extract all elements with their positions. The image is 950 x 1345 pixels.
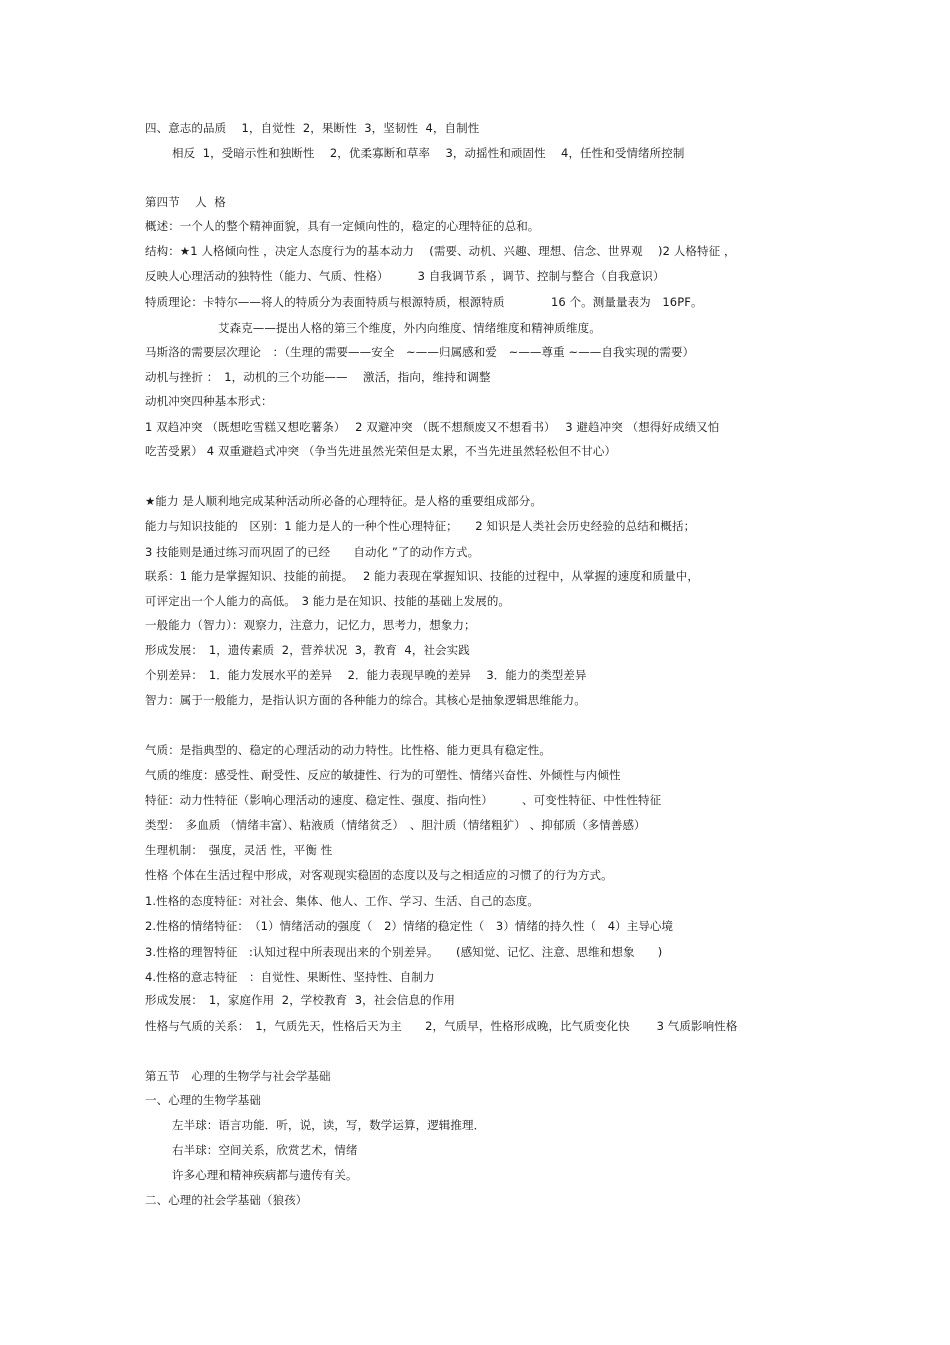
general-ability-line: 一般能力（智力）：观察力，注意力，记忆力，思考力，想象力； [145,618,476,632]
trait-theory-line: 特质理论：卡特尔——将人的特质分为表面特质与根源特质，根源特质 16 个。测量量表为 16PF。 [145,295,703,309]
motive-conflict-heading: 动机冲突四种基本形式： [145,394,273,408]
temperament-dimension-line: 气质的维度：感受性、耐受性、反应的敏捷性、行为的可塑性、情绪兴奋性、外倾性与内倾性 [145,768,621,782]
conflict-types-line: 1 双趋冲突 （既想吃雪糕又想吃薯条） 2 双避冲突 （既不想颓废又不想看书） 3 避趋冲突 （想得好成绩又怕 [145,420,720,434]
temperament-definition-line: 气质：是指典型的、稳定的心理活动的动力特性。比性格、能力更具有稳定性。 [145,743,551,757]
character-intellect-line: 3.性格的理智特征 :认知过程中所表现出来的个别差异。 (感知觉、记忆、注意、思维和想象 ) [145,945,663,959]
character-temperament-relation-line: 性格与气质的关系： 1，气质先天，性格后天为主 2，气质早，性格形成晚，比气质变化快 3 气质影响性格 [145,1019,738,1033]
character-attitude-line: 1.性格的态度特征：对社会、集体、他人、工作、学习、生活、自己的态度。 [145,894,539,908]
left-hemisphere-line: 左半球：语言功能．听，说，读，写，数学运算，逻辑推理． [172,1118,486,1132]
heredity-line: 许多心理和精神疾病都与遗传有关。 [172,1168,358,1182]
physiological-mechanism-line: 生理机制： 强度，灵活 性，平衡 性 [145,843,333,857]
maslow-line: 马斯洛的需要层次理论 ：（生理的需要——安全 ~——归属感和爱 ~——尊重 ~——自我实现的需要） [145,345,695,359]
temperament-feature-line: 特征：动力性特征（影响心理活动的速度、稳定性、强度、指向性） 、可变性特征、中性性特征 [145,793,662,807]
section-4-heading: 第四节 人 格 [145,195,226,209]
ability-difference-line: 能力与知识技能的 区别：1 能力是人的一种个性心理特征； 2 知识是人类社会历史经验的总结和概括； [145,519,696,533]
overview-line: 概述：一个人的整个精神面貌，具有一定倾向性的，稳定的心理特征的总和。 [145,219,540,233]
section-5-heading: 第五节 心理的生物学与社会学基础 [145,1069,331,1083]
temperament-type-line: 类型： 多血质 （情绪丰富）、粘液质（情绪贫乏） 、胆汁质（情绪粗犷） 、抑郁质（多情善感） [145,818,646,832]
structure-line-cont: 反映人心理活动的独特性（能力、气质、性格） 3 自我调节系 ，调节、控制与整合（自我意识） [145,269,665,283]
will-quality-opposite-line: 相反 1，受暗示性和独断性 2，优柔寡断和草率 3，动摇性和顽固性 4，任性和受情绪所控制 [172,146,685,160]
conflict-types-line-cont: 吃苦受累） 4 双重避趋式冲突 （争当先进虽然光荣但是太累，不当先进虽然轻松但不甘心） [145,444,617,458]
eysenck-line: 艾森克——提出人格的第三个维度，外内向维度、情绪维度和精神质维度。 [218,321,601,335]
character-definition-line: 性格 个体在生活过程中形成，对客观现实稳固的态度以及与之相适应的习惯了的行为方式。 [145,868,613,882]
biology-basis-heading: 一、心理的生物学基础 [145,1093,261,1107]
character-emotion-line: 2.性格的情绪特征： （1）情绪活动的强度（ 2）情绪的稳定性（ 3）情绪的持久性（ 4）主导心境 [145,919,674,933]
ability-formation-line: 形成发展： 1，遗传素质 2，营养状况 3，教育 4，社会实践 [145,643,470,657]
ability-connection-line-cont: 可评定出一个人能力的高低。 3 能力是在知识、技能的基础上发展的。 [145,594,511,608]
structure-line: 结构：★1 人格倾向性 ，决定人态度行为的基本动力 (需要、动机、兴趣、理想、信念、世界观 )2 人格特征 ， [145,244,736,258]
character-formation-line: 形成发展： 1，家庭作用 2，学校教育 3，社会信息的作用 [145,993,455,1007]
will-quality-line: 四、意志的品质 1，自觉性 2，果断性 3，坚韧性 4，自制性 [145,121,480,135]
right-hemisphere-line: 右半球：空间关系，欣赏艺术，情绪 [172,1143,358,1157]
motivation-line: 动机与挫折 ： 1，动机的三个功能—— 激活，指向，维持和调整 [145,370,491,384]
ability-difference-line-cont: 3 技能则是通过练习而巩固了的已经 自动化 ”了的动作方式。 [145,545,480,559]
intelligence-line: 智力：属于一般能力，是指认识方面的各种能力的综合。其核心是抽象逻辑思维能力。 [145,693,586,707]
character-will-line: 4.性格的意志特征 ：自觉性、果断性、坚持性、自制力 [145,970,435,984]
ability-definition-line: ★能力 是人顺利地完成某种活动所必备的心理特征。是人格的重要组成部分。 [145,494,542,508]
sociology-basis-heading: 二、心理的社会学基础（狼孩） [145,1193,308,1207]
individual-difference-line: 个别差异： 1．能力发展水平的差异 2．能力表现早晚的差异 3．能力的类型差异 [145,668,587,682]
ability-connection-line: 联系：1 能力是掌握知识、技能的前提。 2 能力表现在掌握知识、技能的过程中，从掌握的速度和质量中， [145,569,699,583]
